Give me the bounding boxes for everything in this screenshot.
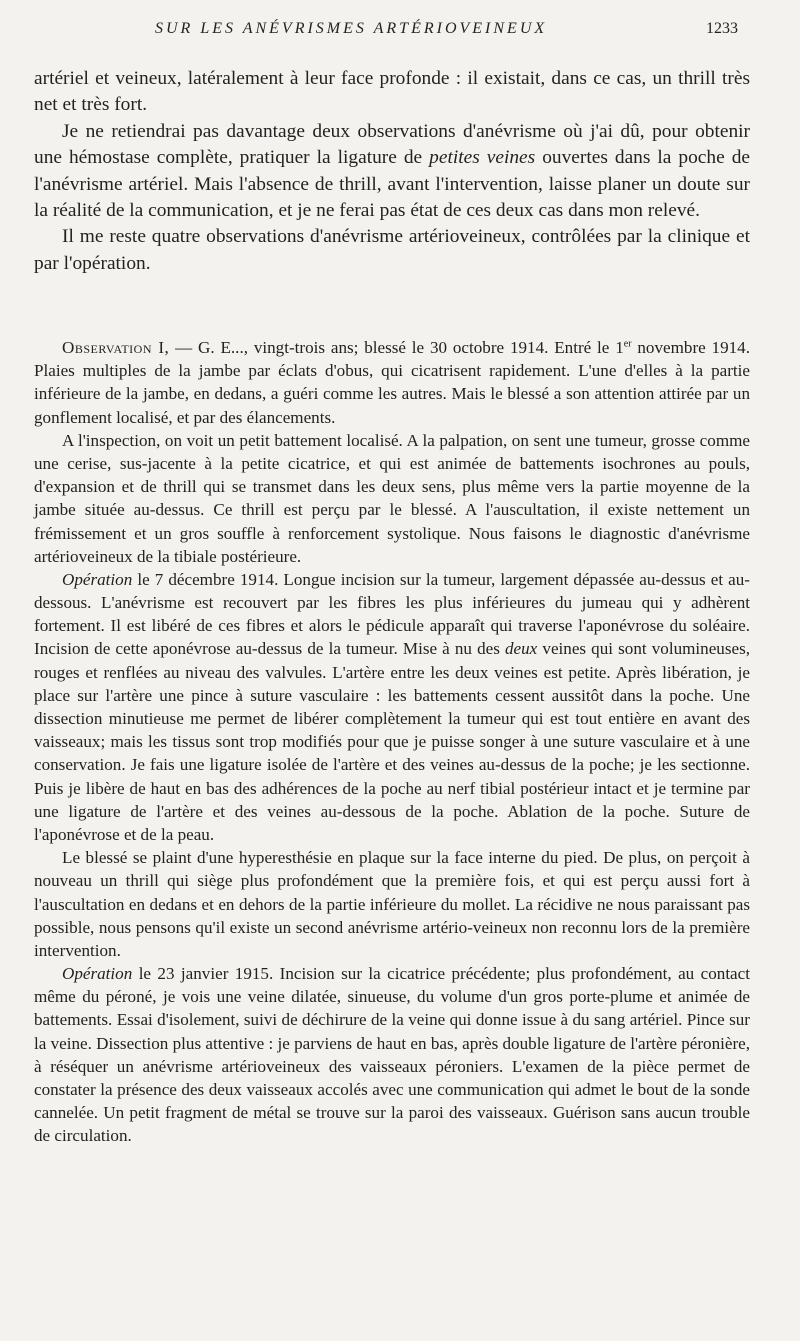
paragraph-3-text: Il me reste quatre observations d'anévrisme artérioveineux, contrôlées par la clinique et par l'opération. (34, 226, 750, 274)
paragraph-1 (34, 66, 750, 119)
page-number: 1233 (706, 20, 738, 37)
observation-followup (34, 846, 750, 962)
observation-intro-a: — G. E..., vingt-trois ans; blessé le 30 octobre 1914. Entré le 1 (175, 338, 624, 357)
paragraph-1-text: artériel et veineux, latéralement à leur face profonde : il existait, dans ce cas, un thrill très net et très fort. (34, 68, 750, 116)
operation-1-italic: deux (504, 639, 538, 659)
observation-operation-1 (34, 568, 750, 846)
observation-inspection-text: A l'inspection, on voit un petit battement localisé. A la palpation, on sent une tumeur, grosse comme une cerise, sus-jacente à la petite cicatrice, et qui est animée de battements isochrones au pouls, d'expansion et de thrill qui se transmet dans les deux sens, plus même vers la partie moyenne de la jambe située au-dessus. Ce thrill est perçu par le blessé. A l'auscultation, il existe nettement un frémissement et un gros souffle à renforcement systolique. Nous faisons le diagnostic d'anévrisme artérioveineux de la tibiale postérieure. (34, 430, 750, 566)
observation-intro-sup: er (623, 338, 632, 350)
observation-intro-b: novembre 1914. Plaies multiples de la jambe par éclats d'obus, qui cicatrisent rapidement. L'une d'elles à la partie inférieure de la jambe, en dedans, a guéri comme les autres. Mais le blessé a son attention attirée par un gonflement localisé, et par des élancements. (34, 338, 751, 427)
paragraph-2-text-a: Je ne retiendrai pas davantage deux observations d'anévrisme où j'ai dû, pour obtenir une hémostase complète, pratiquer la ligature de (34, 120, 750, 169)
observation-operation-2 (34, 962, 750, 1148)
operation-1-text-b: veines qui sont volumineuses, rouges et renflées au niveau des valvules. L'artère entre les deux veines est petite. Après libération, je place sur l'artère une pince à suture vasculaire : les battements cessent aussitôt dans la poche. Une dissection minutieuse me permet de libérer complètement la tumeur qui est tout entière en avant des vaisseaux; mais les tissus sont trop modifiés pour que je puisse songer à une suture vasculaire et à une conservation. Je fais une ligature isolée de l'artère et des veines au-dessus de la poche; je les sectionne. Puis je libère de haut en bas des adhérences de la poche au nerf tibial postérieur intact et je termine par une ligature de l'artère et des veines au-dessous de la poche. Ablation de la poche. Suture de l'aponévrose et de la peau. (34, 639, 751, 844)
paragraph-2-italic: petites veines (429, 147, 536, 169)
observation-followup-text: Le blessé se plaint d'une hyperesthésie en plaque sur la face interne du pied. De plus, on perçoit à nouveau un thrill qui siège plus profondément que la première fois, et qui est perçu aussi fort à l'auscultation en dedans et en dehors de la partie inférieure du mollet. La récidive ne nous paraissant pas possible, nous pensons qu'il existe un second anévrisme artério-veineux non reconnu lors de la première intervention. (34, 848, 750, 960)
observation-section (34, 336, 750, 1148)
observation-label: Observation I, (62, 338, 170, 357)
body-text (34, 66, 750, 277)
observation-intro (34, 336, 750, 429)
paragraph-3 (34, 224, 750, 277)
running-head: SUR LES ANÉVRISMES ARTÉRIOVEINEUX (155, 20, 548, 37)
operation-1-label: Opération (62, 569, 133, 589)
page-header (60, 20, 738, 44)
paragraph-2-text-b: ouvertes dans la poche de l'anévrisme artériel. Mais l'absence de thrill, avant l'intervention, laisse planer un doute sur la réalité de la communication, et je ne ferai pas état de ces deux cas dans mon relevé. (34, 147, 750, 222)
operation-2-label: Opération (62, 964, 133, 984)
operation-1-text-a: le 7 décembre 1914. Longue incision sur la tumeur, largement dépassée au-dessus et au-dessous. L'anévrisme est recouvert par les fibres les plus inférieures du jumeau qui y adhèrent fortement. Il est libéré de ces fibres et alors le pédicule apparaît qui traverse l'aponévrose du soléaire. Incision de cette aponévrose au-dessus de la tumeur. Mise à nu des (34, 569, 751, 659)
paragraph-2 (34, 119, 750, 225)
observation-inspection (34, 429, 750, 568)
operation-2-text: le 23 janvier 1915. Incision sur la cicatrice précédente; plus profondément, au contact même du péroné, je vois une veine dilatée, sinueuse, du volume d'un gros porte-plume et animée de battements. Essai d'isolement, suivi de déchirure de la veine qui donne issue à du sang artériel. Pince sur la veine. Dissection plus attentive : je parviens de haut en bas, après double ligature de l'artère péronière, à réséquer un anévrisme artérioveineux des vaisseaux péroniers. L'examen de la pièce permet de constater la présence des deux vaisseaux accolés avec une communication qui admet le bout de la sonde cannelée. Un petit fragment de métal se trouve sur la paroi des vaisseaux. Guérison sans aucun trouble de circulation. (34, 964, 751, 1146)
